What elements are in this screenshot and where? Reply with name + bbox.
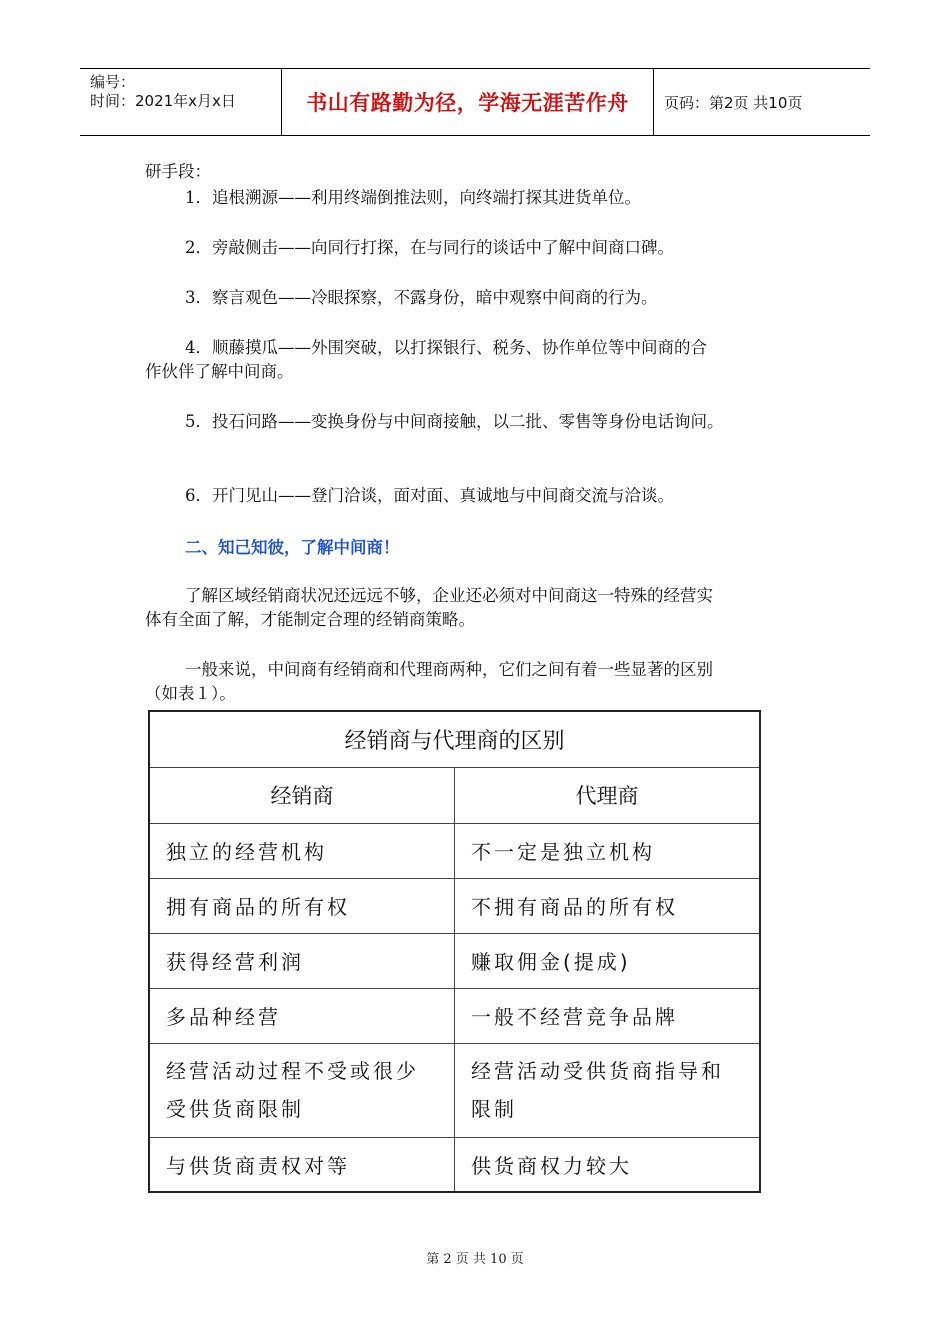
table-cell: 供货商权力较大 [455, 1137, 761, 1192]
table-cell: 与供货商责权对等 [149, 1137, 455, 1192]
intro-text: 研手段： [145, 162, 211, 181]
method-4-line1: 4．顺藤摸瓜——外围突破，以打探银行、税务、协作单位等中间商的合 [185, 338, 707, 357]
table-cell: 多品种经营 [149, 988, 455, 1043]
header-time: 时间：2021年x月x日 [90, 92, 236, 110]
table-cell: 拥有商品的所有权 [149, 878, 455, 933]
column-header-distributor: 经销商 [149, 767, 455, 823]
method-6: 6．开门见山——登门洽谈，面对面、真诚地与中间商交流与洽谈。 [185, 486, 674, 505]
header-meta [80, 69, 282, 135]
method-5: 5．投石问路——变换身份与中间商接触，以二批、零售等身份电话询问。 [185, 412, 724, 431]
header-number: 编号： [90, 73, 136, 91]
column-header-agent: 代理商 [455, 767, 761, 823]
header-page-number: 页码：第2页 共10页 [664, 93, 803, 112]
table-cell: 一般不经营竞争品牌 [455, 988, 761, 1043]
page-footer: 第 2 页 共 10 页 [426, 1252, 524, 1267]
table-cell: 独立的经营机构 [149, 823, 455, 878]
table-row [149, 1137, 760, 1192]
table-row [149, 933, 760, 988]
section-heading: 二、知己知彼，了解中间商！ [185, 538, 400, 557]
paragraph-1-line2: 体有全面了解，才能制定合理的经销商策略。 [145, 610, 475, 629]
table-cell: 不拥有商品的所有权 [455, 878, 761, 933]
table-row [149, 1043, 760, 1137]
table-row [149, 878, 760, 933]
table-cell: 经营活动过程不受或很少受供货商限制 [149, 1043, 455, 1137]
method-2: 2．旁敲侧击——向同行打探，在与同行的谈话中了解中间商口碑。 [185, 238, 674, 257]
table-caption: 经销商与代理商的区别 [149, 711, 760, 767]
paragraph-2-line2: （如表１）。 [145, 684, 236, 703]
table-cell: 不一定是独立机构 [455, 823, 761, 878]
header-motto: 书山有路勤为径，学海无涯苦作舟 [282, 69, 654, 135]
table-cell: 赚取佣金(提成) [455, 933, 761, 988]
comparison-table [148, 710, 761, 1193]
table-row [149, 823, 760, 878]
method-4-line2: 作伙伴了解中间商。 [145, 362, 294, 381]
paragraph-1-line1: 了解区域经销商状况还远远不够，企业还必须对中间商这一特殊的经营实 [185, 586, 713, 605]
method-3: 3．察言观色——冷眼探察，不露身份，暗中观察中间商的行为。 [185, 288, 658, 307]
page-header [80, 68, 870, 136]
table-cell: 经营活动受供货商指导和限制 [455, 1043, 761, 1137]
table-row [149, 988, 760, 1043]
paragraph-2-line1: 一般来说，中间商有经销商和代理商两种，它们之间有着一些显著的区别 [185, 660, 713, 679]
table-cell: 获得经营利润 [149, 933, 455, 988]
method-1: 1．追根溯源——利用终端倒推法则，向终端打探其进货单位。 [185, 188, 641, 207]
